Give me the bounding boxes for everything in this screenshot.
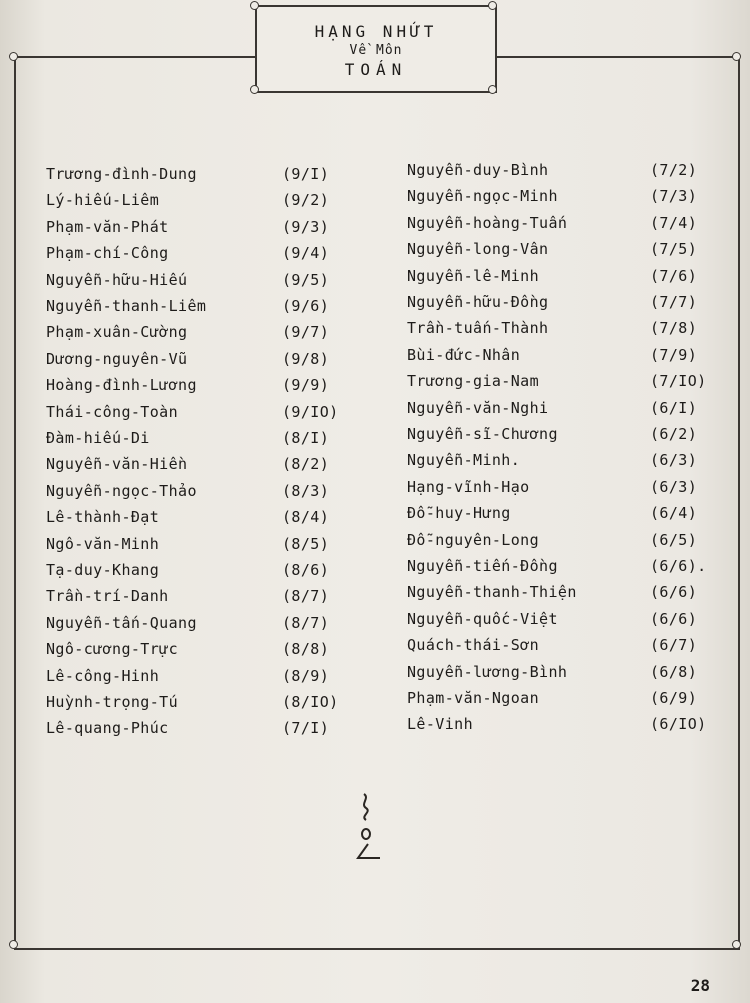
- student-name: Nguyễn-hữu-Đồng: [407, 293, 549, 311]
- tilde-ornament: [350, 790, 390, 870]
- student-name: Lý-hiếu-Liêm: [46, 191, 160, 210]
- student-score: (6/2): [650, 425, 698, 443]
- student-name: Nguyễn-ngọc-Thảo: [46, 481, 197, 500]
- title-corner-ornament: [488, 85, 497, 94]
- student-score: (9/IO): [282, 402, 339, 421]
- student-name: Nguyễn-ngọc-Minh: [407, 187, 558, 206]
- student-score: (7/I): [282, 719, 330, 738]
- student-score: (6/8): [650, 662, 698, 681]
- student-score: (6/6): [650, 583, 698, 602]
- frame-corner-ornament: [9, 940, 18, 949]
- title-box: [255, 5, 497, 93]
- student-name: Nguyễn-lương-Bình: [407, 662, 568, 681]
- student-score: (6/IO): [650, 715, 707, 734]
- student-score: (6/3): [650, 451, 698, 470]
- student-name: Nguyễn-long-Vân: [407, 240, 549, 259]
- student-name: Nguyễn-lê-Minh: [407, 266, 540, 285]
- student-name: Lê-Vinh: [407, 715, 474, 734]
- student-name: Nguyễn-tấn-Quang: [46, 613, 197, 632]
- student-score: (7/IO): [650, 372, 707, 391]
- student-name: Đỗ-nguyên-Long: [407, 530, 540, 549]
- student-score: (6/9): [650, 689, 698, 707]
- frame-corner-ornament: [732, 52, 741, 61]
- student-name: Nguyễn-hoàng-Tuấn: [407, 213, 568, 232]
- student-name: Hạng-vĩnh-Hạo: [407, 477, 530, 496]
- student-score: (9/4): [282, 244, 330, 263]
- student-name: Lê-quang-Phúc: [46, 719, 169, 738]
- student-name: Nguyễn-sĩ-Chương: [407, 425, 558, 443]
- page-number: 28: [690, 976, 710, 995]
- student-name: Phạm-xuân-Cường: [46, 323, 188, 342]
- title-corner-ornament: [250, 85, 259, 94]
- student-score: (9/I): [282, 165, 330, 183]
- student-score: (9/3): [282, 217, 330, 236]
- student-name: Nguyễn-văn-Nghi: [407, 398, 549, 417]
- student-name: Quách-thái-Sơn: [407, 636, 540, 655]
- student-name: Nguyễn-thanh-Liêm: [46, 297, 207, 315]
- student-score: (7/4): [650, 213, 698, 232]
- student-score: (6/6).: [650, 557, 707, 575]
- student-score: (7/9): [650, 345, 698, 364]
- student-name: Tạ-duy-Khang: [46, 561, 160, 579]
- student-score: (8/5): [282, 534, 330, 553]
- student-score: (9/2): [282, 191, 330, 210]
- student-score: (9/7): [282, 323, 330, 342]
- student-score: (7/6): [650, 266, 698, 285]
- frame-corner-ornament: [732, 940, 741, 949]
- title-corner-ornament: [250, 1, 259, 10]
- student-score: (8/IO): [282, 693, 339, 711]
- title-heading: HẠNG NHỨT: [314, 22, 438, 41]
- student-score: (7/7): [650, 293, 698, 311]
- student-name: Phạm-văn-Ngoan: [407, 689, 540, 707]
- student-score: (7/5): [650, 240, 698, 259]
- student-score: (7/8): [650, 319, 698, 338]
- title-subheading: Về Môn: [349, 43, 403, 58]
- student-name: Nguyễn-thanh-Thiện: [407, 583, 577, 602]
- student-name: Phạm-văn-Phát: [46, 217, 169, 236]
- student-score: (8/7): [282, 587, 330, 606]
- student-name: Thái-công-Toàn: [46, 402, 179, 421]
- student-score: (9/9): [282, 376, 330, 395]
- student-name: Nguyễn-tiến-Đồng: [407, 557, 558, 575]
- student-name: Trương-đình-Dung: [46, 165, 197, 183]
- student-name: Trương-gia-Nam: [407, 372, 540, 391]
- student-name: Nguyễn-quốc-Việt: [407, 609, 558, 628]
- student-score: (9/5): [282, 270, 330, 289]
- student-name: Ngô-cương-Trực: [46, 640, 179, 659]
- student-name: Nguyễn-Minh.: [407, 451, 521, 470]
- student-score: (9/6): [282, 297, 330, 315]
- student-score: (9/8): [282, 349, 330, 368]
- student-score: (8/4): [282, 508, 330, 527]
- student-name: Trần-trí-Danh: [46, 587, 169, 606]
- student-name: Ngô-văn-Minh: [46, 534, 160, 553]
- student-score: (8/6): [282, 561, 330, 579]
- student-score: (6/3): [650, 477, 698, 496]
- student-name: Đàm-hiếu-Di: [46, 429, 150, 447]
- student-score: (8/2): [282, 455, 330, 474]
- student-name: Trần-tuấn-Thành: [407, 319, 549, 338]
- student-score: (8/8): [282, 640, 330, 659]
- student-score: (6/I): [650, 398, 698, 417]
- student-score: (6/7): [650, 636, 698, 655]
- student-score: (6/4): [650, 504, 698, 523]
- student-score: (6/6): [650, 609, 698, 628]
- student-name: Bùi-đức-Nhân: [407, 345, 521, 364]
- student-name: Nguyễn-hữu-Hiếu: [46, 270, 188, 289]
- title-corner-ornament: [488, 1, 497, 10]
- student-name: Nguyễn-văn-Hiền: [46, 455, 188, 474]
- student-name: Lê-thành-Đạt: [46, 508, 160, 527]
- student-name: Huỳnh-trọng-Tú: [46, 693, 179, 711]
- student-name: Dương-nguyên-Vũ: [46, 349, 188, 368]
- student-score: (7/2): [650, 161, 698, 179]
- student-name: Lê-công-Hinh: [46, 666, 160, 685]
- student-score: (7/3): [650, 187, 698, 206]
- student-name: Phạm-chí-Công: [46, 244, 169, 263]
- student-name: Nguyễn-duy-Bình: [407, 161, 549, 179]
- student-score: (8/9): [282, 666, 330, 685]
- student-score: (6/5): [650, 530, 698, 549]
- student-name: Đỗ-huy-Hưng: [407, 504, 511, 523]
- student-name: Hoàng-đình-Lương: [46, 376, 197, 395]
- student-score: (8/I): [282, 429, 330, 447]
- student-score: (8/3): [282, 481, 330, 500]
- frame-corner-ornament: [9, 52, 18, 61]
- title-subject: TOÁN: [344, 60, 408, 79]
- student-score: (8/7): [282, 613, 330, 632]
